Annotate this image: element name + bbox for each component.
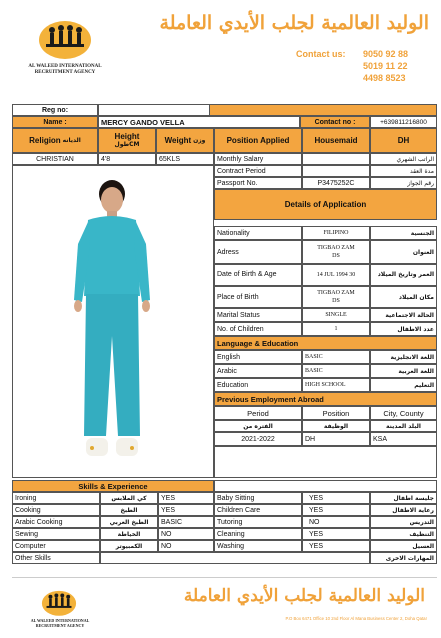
name-value: MERCY GANDO VELLA — [98, 116, 300, 128]
skill-childcare-ar: رعاية الاطفال — [370, 504, 437, 516]
skill-cooking-value: YES — [158, 504, 214, 516]
emp-empty-row — [214, 446, 437, 478]
children-label: No. of Children — [214, 322, 302, 336]
skill-arabic-cooking-value: BASIC — [158, 516, 214, 528]
agency-logo — [30, 14, 100, 62]
skill-tutoring-value: NO — [302, 516, 370, 528]
position-value: Housemaid — [302, 128, 370, 153]
education-value: HIGH SCHOOL — [302, 378, 370, 392]
footer-logo — [36, 586, 82, 618]
phone-2: 5019 11 22 — [363, 61, 408, 71]
contract-label: Contract Period — [214, 165, 302, 177]
reg-no-value — [98, 104, 210, 116]
nationality-label: Nationality — [214, 226, 302, 240]
children-value: 1 — [302, 322, 370, 336]
col-country-ar: البلد المدينة — [370, 420, 437, 432]
skill-arabic-cooking-label: Arabic Cooking — [12, 516, 100, 528]
salary-label: Monthly Salary — [214, 153, 302, 165]
skill-childcare-label: Children Care — [214, 504, 302, 516]
weight-heading — [156, 128, 214, 153]
language-heading: Language & Education — [214, 336, 437, 350]
other-skills-label: Other Skills — [12, 552, 100, 564]
agency-name-top — [8, 64, 122, 76]
skill-computer-ar: الكمبيوتر — [100, 540, 158, 552]
religion-ar: الديانه — [62, 137, 81, 144]
height-label: Height — [114, 131, 140, 141]
agency-line2: RECRUITMENT AGENCY — [34, 70, 96, 75]
skill-washing-label: Washing — [214, 540, 302, 552]
details-heading: Details of Application — [214, 189, 437, 220]
phone-3: 4498 8523 — [363, 73, 406, 83]
english-ar: اللغة الانجليزية — [370, 350, 437, 364]
skill-childcare-value: YES — [302, 504, 370, 516]
education-label: Education — [214, 378, 302, 392]
height-heading — [98, 128, 156, 153]
skill-computer-label: Computer — [12, 540, 100, 552]
contact-no-value: +639811216800 — [370, 116, 437, 128]
contact-no-label: Contact no : — [300, 116, 370, 128]
other-skills-ar: المهارات الاخرى — [370, 552, 437, 564]
english-label: English — [214, 350, 302, 364]
address-value: TIGBAO ZAM DS — [302, 240, 370, 264]
passport-ar: رقم الجواز — [370, 177, 437, 189]
religion-value: CHRISTIAN — [12, 153, 98, 165]
religion-label: Religion — [29, 136, 61, 145]
skill-washing-ar: الغسيل — [370, 540, 437, 552]
col-country: City, County — [370, 406, 437, 420]
pob-ar: مكان الميلاد — [370, 286, 437, 308]
dob-ar: العمر وتاريخ الميلاد — [370, 264, 437, 286]
position-heading: Position Applied — [214, 128, 302, 153]
weight-ar: وزن — [193, 137, 206, 144]
contract-value — [302, 165, 370, 177]
pob-label: Place of Birth — [214, 286, 302, 308]
education-ar: التعليم — [370, 378, 437, 392]
skill-tutoring-ar: التدريس — [370, 516, 437, 528]
arabic-value: BASIC — [302, 364, 370, 378]
weight-value: 65KLS — [156, 153, 214, 165]
salary-value — [302, 153, 370, 165]
skill-babysitting-ar: جليسة اطفال — [370, 492, 437, 504]
footer-logo-people-icon — [36, 586, 82, 618]
position-code: DH — [370, 128, 437, 153]
col-period: Period — [214, 406, 302, 420]
other-skills-value — [100, 552, 370, 564]
col-period-ar: الفتره من — [214, 420, 302, 432]
arabic-ar: اللغة العربية — [370, 364, 437, 378]
nationality-ar: الجنسية — [370, 226, 437, 240]
emp-country-1: KSA — [370, 432, 437, 446]
skill-cleaning-label: Cleaning — [214, 528, 302, 540]
phone-1: 9050 92 88 — [363, 49, 409, 59]
skill-babysitting-label: Baby Sitting — [214, 492, 302, 504]
marital-ar: الحالة الاجتماعية — [370, 308, 437, 322]
skills-heading: Skills & Experience — [12, 480, 214, 492]
dob-value: 14 JUL 1994 30 — [302, 264, 370, 286]
contract-ar: مدة العقد — [370, 165, 437, 177]
footer-agency-line2: RECRUITMENT AGENCY — [35, 623, 85, 628]
passport-value: P3475252C — [302, 177, 370, 189]
skill-ironing-ar: كي الملابس — [100, 492, 158, 504]
name-label: Name : — [12, 116, 98, 128]
employment-heading: Previous Employment Abroad — [214, 392, 437, 406]
page-footer — [12, 577, 437, 634]
skill-cleaning-ar: التنظيف — [370, 528, 437, 540]
skill-arabic-cooking-ar: الطبخ العربي — [100, 516, 158, 528]
marital-value: SINGLE — [302, 308, 370, 322]
nationality-value: FILIPINO — [302, 226, 370, 240]
skill-babysitting-value: YES — [302, 492, 370, 504]
page-header — [0, 0, 441, 96]
agency-line1: AL WALEED INTERNATIONAL — [28, 64, 102, 69]
pob-value: TIGBAO ZAM DS — [302, 286, 370, 308]
applicant-photo — [62, 176, 162, 472]
skill-washing-value: YES — [302, 540, 370, 552]
skill-computer-value: NO — [158, 540, 214, 552]
col-position: Position — [302, 406, 370, 420]
dob-label: Date of Birth & Age — [214, 264, 302, 286]
footer-address: P.O Box 6471 Office 10 2nd Floor Al Mana Business Center 2, Doha Qatar — [285, 616, 427, 621]
col-position-ar: الوظيفة — [302, 420, 370, 432]
weight-label: Weight — [164, 136, 192, 145]
salary-ar: الراتب الشهري — [370, 153, 437, 165]
skill-ironing-label: Ironing — [12, 492, 100, 504]
emp-period-1: 2021-2022 — [214, 432, 302, 446]
skill-cooking-label: Cooking — [12, 504, 100, 516]
skill-ironing-value: YES — [158, 492, 214, 504]
passport-label: Passport No. — [214, 177, 302, 189]
marital-label: Marital Status — [214, 308, 302, 322]
english-value: BASIC — [302, 350, 370, 364]
skills-heading-right — [214, 480, 437, 492]
footer-arabic-title: الوليد العالمية لجلب الأيدي العاملة — [183, 586, 425, 606]
skill-cleaning-value: YES — [302, 528, 370, 540]
children-ar: عدد الاطفال — [370, 322, 437, 336]
skill-sewing-ar: الخياطة — [100, 528, 158, 540]
address-label: Adress — [214, 240, 302, 264]
footer-agency-name — [18, 618, 102, 628]
skill-sewing-label: Sewing — [12, 528, 100, 540]
skill-sewing-value: NO — [158, 528, 214, 540]
height-sub: طولCM — [114, 140, 140, 148]
contact-label: Contact us: — [296, 49, 346, 59]
address-ar: العنوان — [370, 240, 437, 264]
religion-heading — [12, 128, 98, 153]
height-value: 4'8 — [98, 153, 156, 165]
footer-agency-line1: AL WALEED INTERNATIONAL — [30, 618, 90, 623]
arabic-label: Arabic — [214, 364, 302, 378]
skill-tutoring-label: Tutoring — [214, 516, 302, 528]
skill-cooking-ar: الطبخ — [100, 504, 158, 516]
arabic-title: الوليد العالمية لجلب الأيدي العاملة — [159, 12, 429, 34]
logo-people-icon — [30, 14, 100, 62]
reg-no-label: Reg no: — [12, 104, 98, 116]
emp-position-1: DH — [302, 432, 370, 446]
